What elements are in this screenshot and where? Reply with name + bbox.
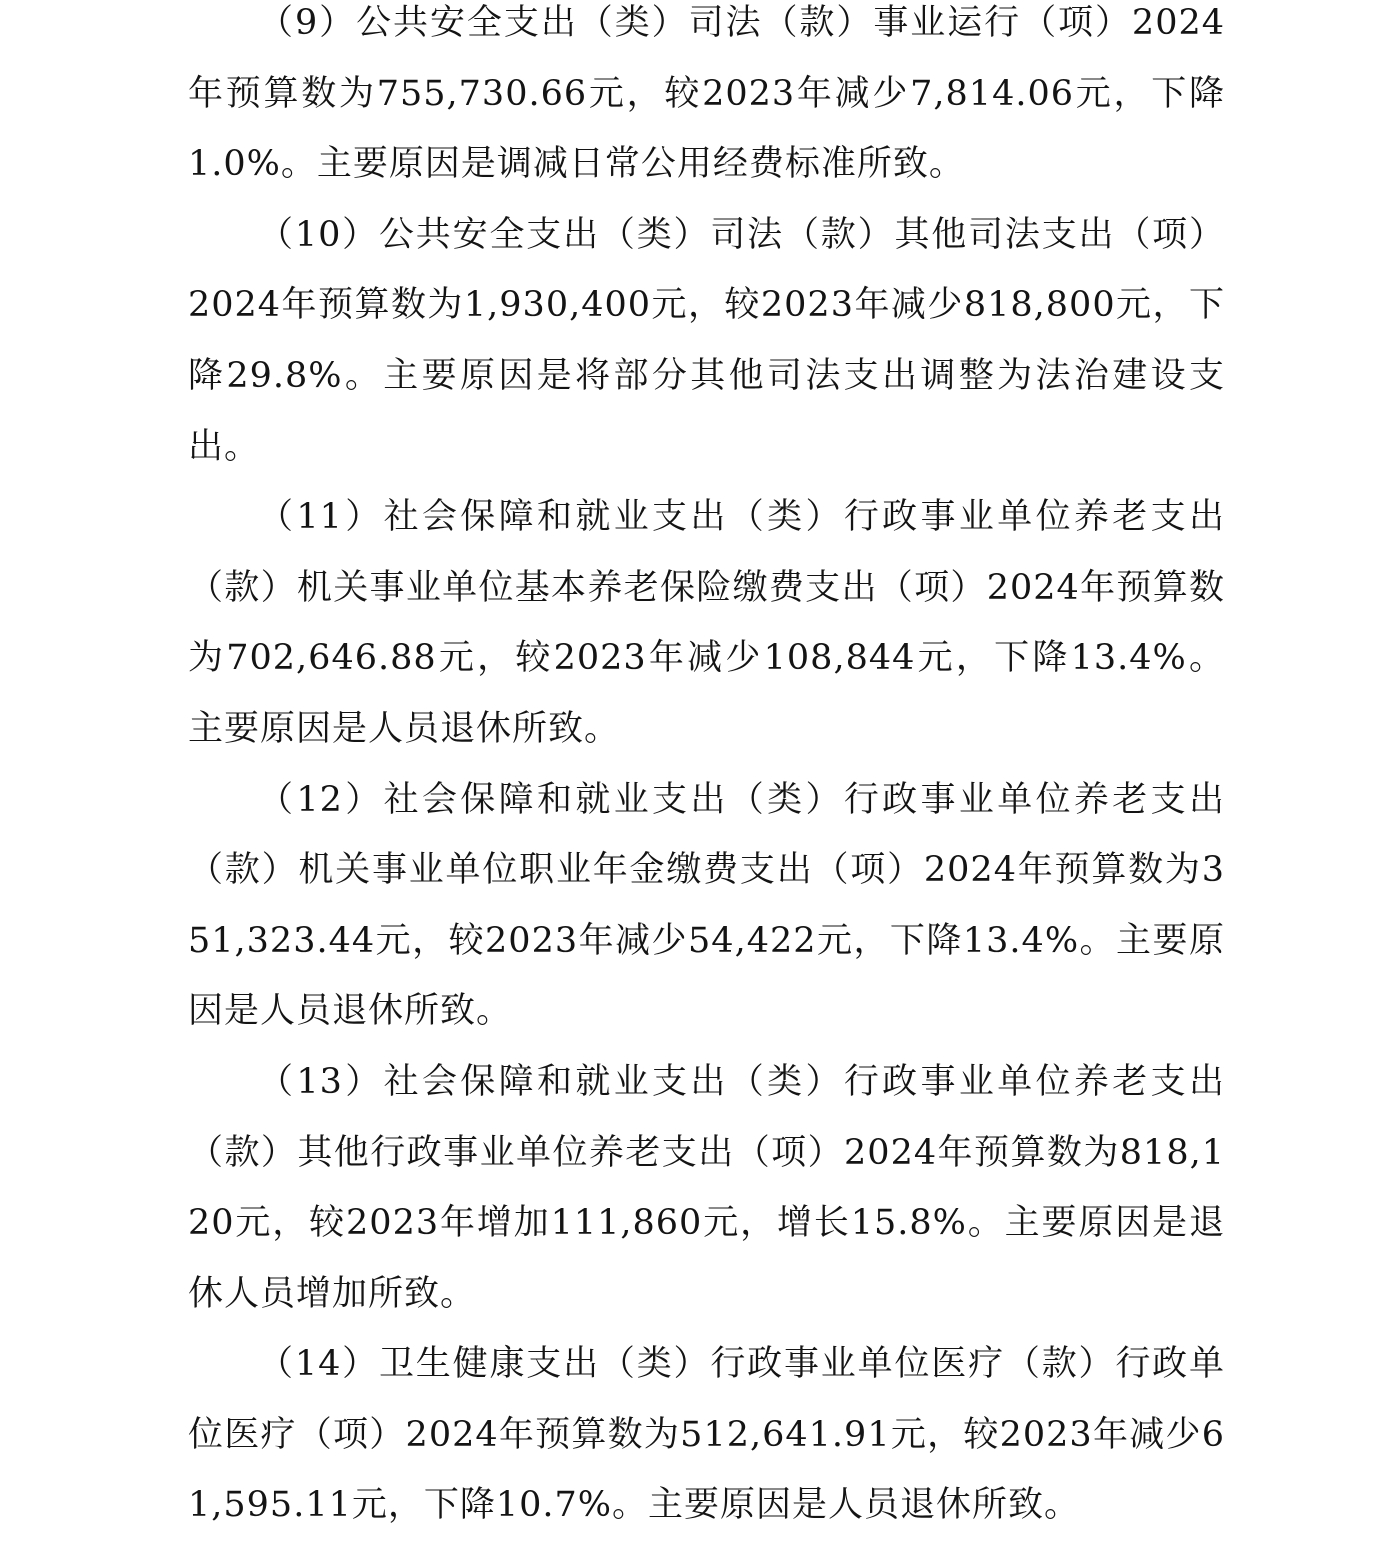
paragraph-item-10: （10）公共安全支出（类）司法（款）其他司法支出（项）2024年预算数为1,930,400元，较2023年减少818,800元，下降29.8%。主要原因是将部分其他司法支出调整为法治建设支出。 [188, 214, 1225, 467]
paragraph-item-11: （11）社会保障和就业支出（类）行政事业单位养老支出（款）机关事业单位基本养老保险缴费支出（项）2024年预算数为702,646.88元，较2023年减少108,844元，下降13.4%。主要原因是人员退休所致。 [188, 497, 1225, 749]
paragraph-item-12: （12）社会保障和就业支出（类）行政事业单位养老支出（款）机关事业单位职业年金缴费支出（项）2024年预算数为351,323.44元，较2023年减少54,422元，下降13.4%。主要原因是人员退休所致。 [188, 779, 1225, 1032]
paragraph-item-13: （13）社会保障和就业支出（类）行政事业单位养老支出（款）其他行政事业单位养老支出（项）2024年预算数为818,120元，较2023年增加111,860元，增长15.8%。主要原因是退休人员增加所致。 [188, 1061, 1225, 1314]
paragraph-item-9: （9）公共安全支出（类）司法（款）事业运行（项）2024年预算数为755,730.66元，较2023年减少7,814.06元，下降1.0%。主要原因是调减日常公用经费标准所致。 [188, 3, 1225, 185]
document-body [188, 0, 1225, 1541]
paragraph-item-14: （14）卫生健康支出（类）行政事业单位医疗（款）行政单位医疗（项）2024年预算数为512,641.91元，较2023年减少61,595.11元，下降10.7%。主要原因是人员退休所致。 [188, 1344, 1225, 1526]
